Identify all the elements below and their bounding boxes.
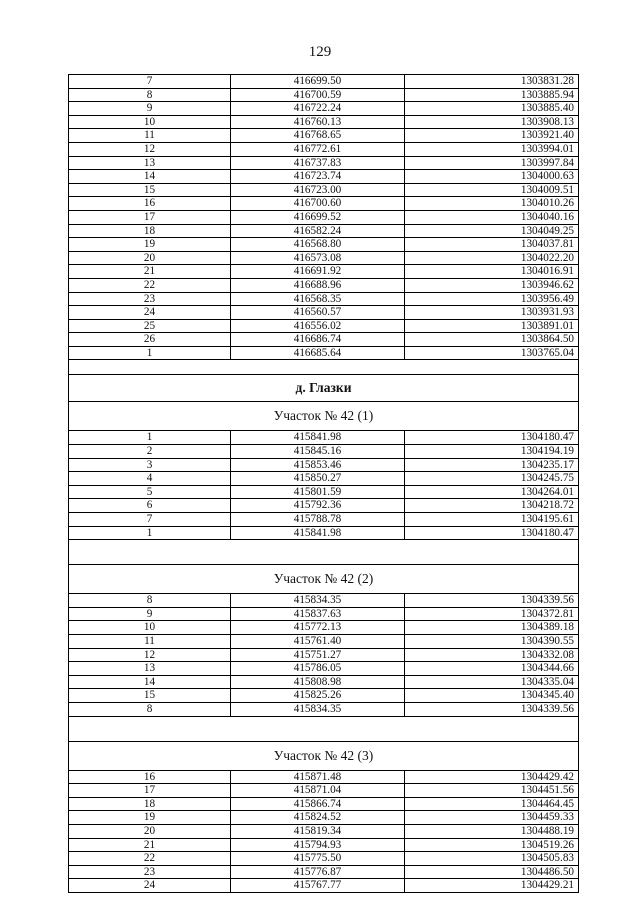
- table-row: [69, 675, 579, 689]
- table-row: [69, 621, 579, 635]
- x-coordinate-cell: 416691.92: [231, 265, 405, 279]
- point-number-cell: 21: [69, 265, 231, 279]
- y-coordinate-cell: 1303946.62: [405, 278, 579, 292]
- point-number-cell: 24: [69, 879, 231, 893]
- page-number: 129: [308, 44, 332, 60]
- point-number-cell: 17: [69, 210, 231, 224]
- x-coordinate-cell: 416772.61: [231, 142, 405, 156]
- point-number-cell: 19: [69, 238, 231, 252]
- table-row: [69, 662, 579, 676]
- x-coordinate-cell: 415792.36: [231, 499, 405, 513]
- table-row: [69, 224, 579, 238]
- point-number-cell: 6: [69, 499, 231, 513]
- y-coordinate-cell: 1304505.83: [405, 852, 579, 866]
- table-row: [69, 445, 579, 459]
- table-row: [69, 306, 579, 320]
- y-coordinate-cell: 1304335.04: [405, 675, 579, 689]
- point-number-cell: 16: [69, 770, 231, 784]
- point-number-cell: 14: [69, 675, 231, 689]
- y-coordinate-cell: 1303864.50: [405, 333, 579, 347]
- point-number-cell: 3: [69, 458, 231, 472]
- x-coordinate-cell: 415808.98: [231, 675, 405, 689]
- table-row: [69, 797, 579, 811]
- spacer-row: [69, 360, 579, 375]
- point-number-cell: 22: [69, 852, 231, 866]
- point-number-cell: 12: [69, 648, 231, 662]
- point-number-cell: 26: [69, 333, 231, 347]
- y-coordinate-cell: 1304339.56: [405, 594, 579, 608]
- table-row: [69, 197, 579, 211]
- point-number-cell: 23: [69, 865, 231, 879]
- y-coordinate-cell: 1304037.81: [405, 238, 579, 252]
- x-coordinate-cell: 416699.52: [231, 210, 405, 224]
- y-coordinate-cell: 1304049.25: [405, 224, 579, 238]
- table-row: [69, 607, 579, 621]
- point-number-cell: 11: [69, 129, 231, 143]
- y-coordinate-cell: 1304016.91: [405, 265, 579, 279]
- point-number-cell: 15: [69, 183, 231, 197]
- y-coordinate-cell: 1303885.40: [405, 102, 579, 116]
- y-coordinate-cell: 1303931.93: [405, 306, 579, 320]
- section-title: Участок № 42 (2): [69, 565, 579, 594]
- x-coordinate-cell: 416722.24: [231, 102, 405, 116]
- y-coordinate-cell: 1304344.66: [405, 662, 579, 676]
- y-coordinate-cell: 1304195.61: [405, 513, 579, 527]
- point-number-cell: 8: [69, 594, 231, 608]
- x-coordinate-cell: 416686.74: [231, 333, 405, 347]
- table-row: [69, 513, 579, 527]
- section-title-row: [69, 565, 579, 594]
- spacer-row: [69, 716, 579, 741]
- table-row: [69, 702, 579, 716]
- point-number-cell: 1: [69, 431, 231, 445]
- table-row: [69, 879, 579, 893]
- x-coordinate-cell: 415841.98: [231, 526, 405, 540]
- y-coordinate-cell: 1303885.94: [405, 88, 579, 102]
- table-row: [69, 648, 579, 662]
- point-number-cell: 5: [69, 485, 231, 499]
- y-coordinate-cell: 1304180.47: [405, 526, 579, 540]
- point-number-cell: 8: [69, 88, 231, 102]
- x-coordinate-cell: 416688.96: [231, 278, 405, 292]
- point-number-cell: 4: [69, 472, 231, 486]
- table-row: [69, 251, 579, 265]
- table-row: [69, 278, 579, 292]
- x-coordinate-cell: 416768.65: [231, 129, 405, 143]
- table-row: [69, 183, 579, 197]
- y-coordinate-cell: 1303956.49: [405, 292, 579, 306]
- x-coordinate-cell: 415794.93: [231, 838, 405, 852]
- table-row: [69, 458, 579, 472]
- y-coordinate-cell: 1304339.56: [405, 702, 579, 716]
- y-coordinate-cell: 1304345.40: [405, 689, 579, 703]
- point-number-cell: 10: [69, 621, 231, 635]
- section-title-row: [69, 402, 579, 431]
- spacer: [69, 716, 579, 741]
- x-coordinate-cell: 415841.98: [231, 431, 405, 445]
- x-coordinate-cell: 416568.80: [231, 238, 405, 252]
- y-coordinate-cell: 1304486.50: [405, 865, 579, 879]
- point-number-cell: 25: [69, 319, 231, 333]
- x-coordinate-cell: 415834.35: [231, 594, 405, 608]
- y-coordinate-cell: 1304464.45: [405, 797, 579, 811]
- x-coordinate-cell: 415845.16: [231, 445, 405, 459]
- y-coordinate-cell: 1304218.72: [405, 499, 579, 513]
- y-coordinate-cell: 1304194.19: [405, 445, 579, 459]
- table-row: [69, 485, 579, 499]
- section-title: Участок № 42 (3): [69, 741, 579, 770]
- point-number-cell: 20: [69, 824, 231, 838]
- table-row: [69, 75, 579, 89]
- coordinates-table: [68, 74, 579, 893]
- point-number-cell: 16: [69, 197, 231, 211]
- table-row: [69, 238, 579, 252]
- spacer-row: [69, 540, 579, 565]
- x-coordinate-cell: 416760.13: [231, 115, 405, 129]
- point-number-cell: 23: [69, 292, 231, 306]
- x-coordinate-cell: 415866.74: [231, 797, 405, 811]
- x-coordinate-cell: 415801.59: [231, 485, 405, 499]
- table-row: [69, 170, 579, 184]
- point-number-cell: 8: [69, 702, 231, 716]
- point-number-cell: 13: [69, 156, 231, 170]
- x-coordinate-cell: 415767.77: [231, 879, 405, 893]
- y-coordinate-cell: 1304451.56: [405, 784, 579, 798]
- table-row: [69, 88, 579, 102]
- x-coordinate-cell: 416568.35: [231, 292, 405, 306]
- table-row: [69, 824, 579, 838]
- table-row: [69, 129, 579, 143]
- point-number-cell: 12: [69, 142, 231, 156]
- x-coordinate-cell: 416699.50: [231, 75, 405, 89]
- y-coordinate-cell: 1304459.33: [405, 811, 579, 825]
- point-number-cell: 20: [69, 251, 231, 265]
- point-number-cell: 21: [69, 838, 231, 852]
- y-coordinate-cell: 1304264.01: [405, 485, 579, 499]
- y-coordinate-cell: 1304372.81: [405, 607, 579, 621]
- table-row: [69, 472, 579, 486]
- x-coordinate-cell: 416556.02: [231, 319, 405, 333]
- x-coordinate-cell: 416685.64: [231, 346, 405, 360]
- x-coordinate-cell: 415788.78: [231, 513, 405, 527]
- x-coordinate-cell: 416573.08: [231, 251, 405, 265]
- village-heading: д. Глазки: [69, 375, 579, 402]
- y-coordinate-cell: 1304519.26: [405, 838, 579, 852]
- y-coordinate-cell: 1304235.17: [405, 458, 579, 472]
- x-coordinate-cell: 415853.46: [231, 458, 405, 472]
- y-coordinate-cell: 1303994.01: [405, 142, 579, 156]
- y-coordinate-cell: 1304022.20: [405, 251, 579, 265]
- point-number-cell: 18: [69, 224, 231, 238]
- table-row: [69, 333, 579, 347]
- table-row: [69, 265, 579, 279]
- table-row: [69, 594, 579, 608]
- x-coordinate-cell: 415871.48: [231, 770, 405, 784]
- point-number-cell: 22: [69, 278, 231, 292]
- y-coordinate-cell: 1304429.21: [405, 879, 579, 893]
- x-coordinate-cell: 415850.27: [231, 472, 405, 486]
- table-row: [69, 319, 579, 333]
- point-number-cell: 2: [69, 445, 231, 459]
- table-row: [69, 210, 579, 224]
- point-number-cell: 11: [69, 635, 231, 649]
- x-coordinate-cell: 415837.63: [231, 607, 405, 621]
- point-number-cell: 7: [69, 75, 231, 89]
- x-coordinate-cell: 415775.50: [231, 852, 405, 866]
- x-coordinate-cell: 415834.35: [231, 702, 405, 716]
- y-coordinate-cell: 1303997.84: [405, 156, 579, 170]
- x-coordinate-cell: 416582.24: [231, 224, 405, 238]
- y-coordinate-cell: 1304332.08: [405, 648, 579, 662]
- y-coordinate-cell: 1304390.55: [405, 635, 579, 649]
- x-coordinate-cell: 416700.59: [231, 88, 405, 102]
- y-coordinate-cell: 1303921.40: [405, 129, 579, 143]
- x-coordinate-cell: 415786.05: [231, 662, 405, 676]
- x-coordinate-cell: 415772.13: [231, 621, 405, 635]
- x-coordinate-cell: 415751.27: [231, 648, 405, 662]
- y-coordinate-cell: 1304429.42: [405, 770, 579, 784]
- point-number-cell: 13: [69, 662, 231, 676]
- coordinates-table-body: [69, 75, 579, 893]
- y-coordinate-cell: 1303908.13: [405, 115, 579, 129]
- y-coordinate-cell: 1303831.28: [405, 75, 579, 89]
- y-coordinate-cell: 1304245.75: [405, 472, 579, 486]
- table-row: [69, 852, 579, 866]
- point-number-cell: 9: [69, 102, 231, 116]
- x-coordinate-cell: 416737.83: [231, 156, 405, 170]
- y-coordinate-cell: 1304180.47: [405, 431, 579, 445]
- x-coordinate-cell: 416560.57: [231, 306, 405, 320]
- point-number-cell: 1: [69, 346, 231, 360]
- y-coordinate-cell: 1304010.26: [405, 197, 579, 211]
- table-row: [69, 142, 579, 156]
- point-number-cell: 14: [69, 170, 231, 184]
- x-coordinate-cell: 416723.00: [231, 183, 405, 197]
- point-number-cell: 1: [69, 526, 231, 540]
- x-coordinate-cell: 416723.74: [231, 170, 405, 184]
- x-coordinate-cell: 415871.04: [231, 784, 405, 798]
- section-title-row: [69, 741, 579, 770]
- y-coordinate-cell: 1304009.51: [405, 183, 579, 197]
- section-title: Участок № 42 (1): [69, 402, 579, 431]
- table-row: [69, 499, 579, 513]
- point-number-cell: 24: [69, 306, 231, 320]
- table-row: [69, 635, 579, 649]
- x-coordinate-cell: 416700.60: [231, 197, 405, 211]
- point-number-cell: 17: [69, 784, 231, 798]
- table-row: [69, 689, 579, 703]
- table-row: [69, 770, 579, 784]
- x-coordinate-cell: 415776.87: [231, 865, 405, 879]
- table-row: [69, 431, 579, 445]
- y-coordinate-cell: 1303765.04: [405, 346, 579, 360]
- x-coordinate-cell: 415824.52: [231, 811, 405, 825]
- y-coordinate-cell: 1304389.18: [405, 621, 579, 635]
- table-row: [69, 526, 579, 540]
- point-number-cell: 9: [69, 607, 231, 621]
- x-coordinate-cell: 415819.34: [231, 824, 405, 838]
- table-row: [69, 784, 579, 798]
- y-coordinate-cell: 1304000.63: [405, 170, 579, 184]
- spacer: [69, 540, 579, 565]
- table-row: [69, 115, 579, 129]
- y-coordinate-cell: 1304488.19: [405, 824, 579, 838]
- table-row: [69, 156, 579, 170]
- table-row: [69, 838, 579, 852]
- x-coordinate-cell: 415761.40: [231, 635, 405, 649]
- table-row: [69, 865, 579, 879]
- table-row: [69, 346, 579, 360]
- x-coordinate-cell: 415825.26: [231, 689, 405, 703]
- point-number-cell: 18: [69, 797, 231, 811]
- table-row: [69, 102, 579, 116]
- village-heading-row: [69, 375, 579, 402]
- point-number-cell: 19: [69, 811, 231, 825]
- spacer: [69, 360, 579, 375]
- point-number-cell: 15: [69, 689, 231, 703]
- y-coordinate-cell: 1304040.16: [405, 210, 579, 224]
- table-row: [69, 811, 579, 825]
- point-number-cell: 7: [69, 513, 231, 527]
- point-number-cell: 10: [69, 115, 231, 129]
- y-coordinate-cell: 1303891.01: [405, 319, 579, 333]
- table-row: [69, 292, 579, 306]
